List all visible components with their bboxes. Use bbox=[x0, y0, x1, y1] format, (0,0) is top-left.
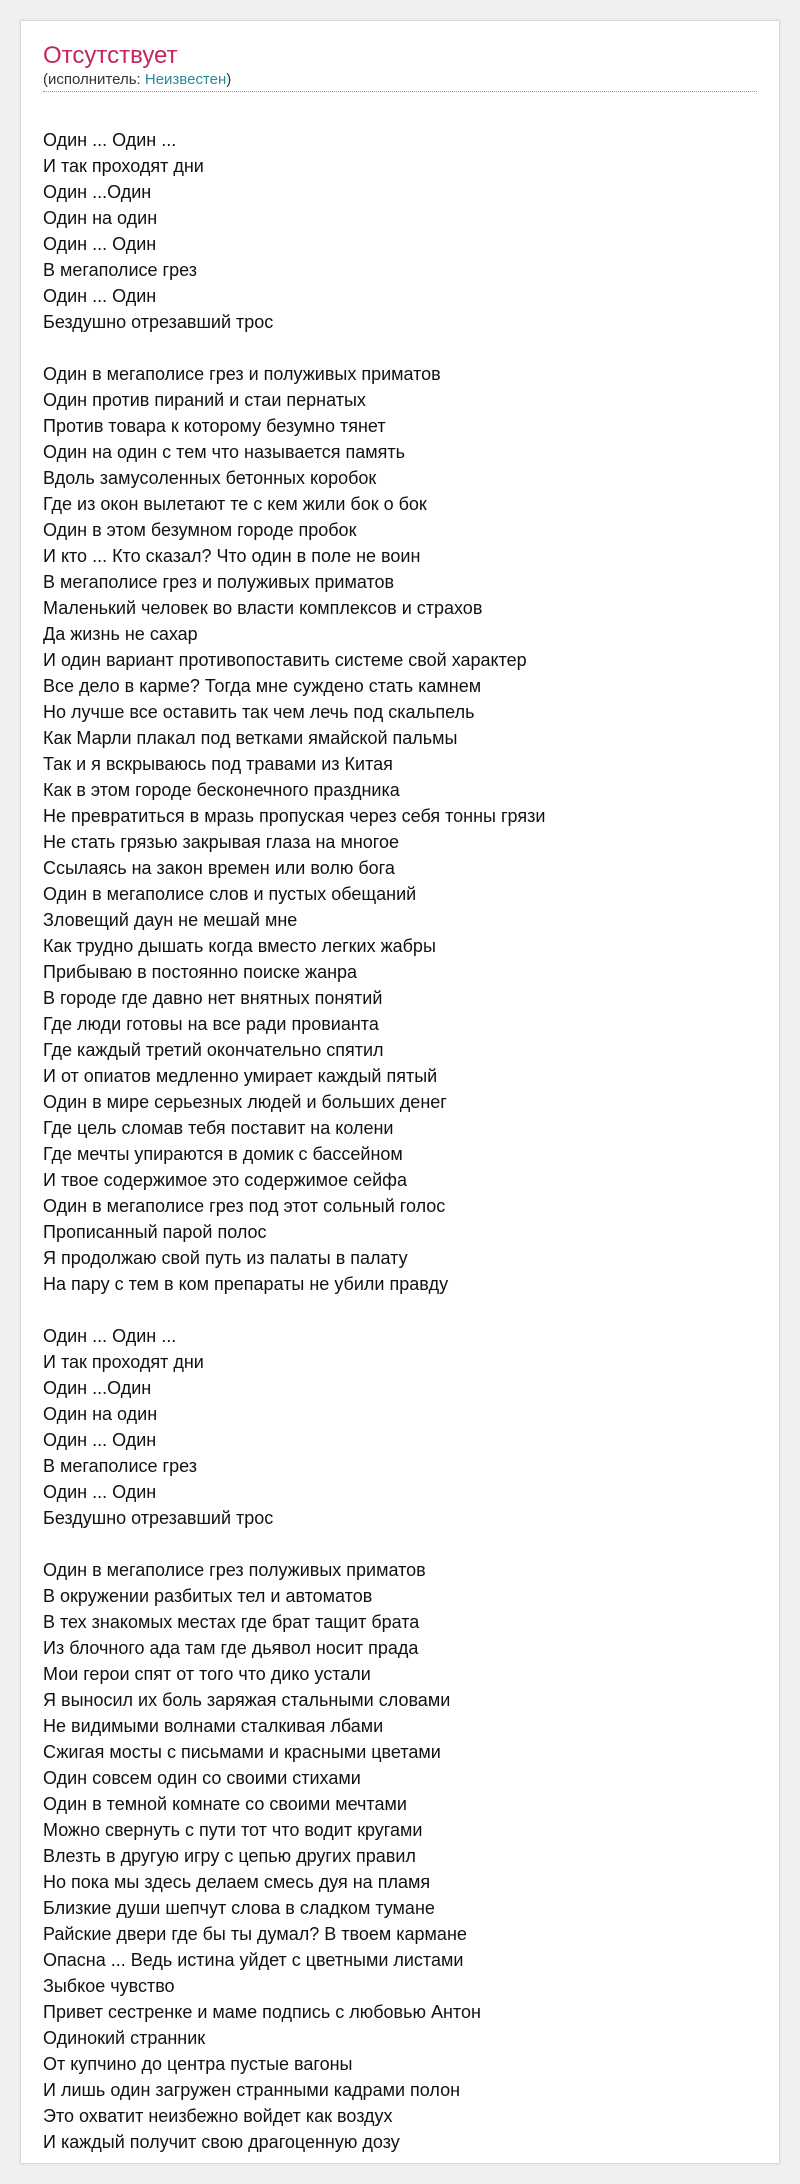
lyrics-line: Один ... Один bbox=[43, 1430, 157, 1450]
lyrics-line: В мегаполисе грез bbox=[43, 260, 197, 280]
lyrics-line: Не видимыми волнами сталкивая лбами bbox=[43, 1716, 384, 1736]
lyrics-line: Как Марли плакал под ветками ямайской пальмы bbox=[43, 728, 458, 748]
song-title: Отсутствует bbox=[43, 42, 178, 69]
lyrics-line: Бездушно отрезавший трос bbox=[43, 1508, 274, 1528]
lyrics-line: И лишь один загружен странными кадрами полон bbox=[43, 2080, 461, 2100]
lyrics-line: В мегаполисе грез bbox=[43, 1456, 197, 1476]
lyrics-line: Из блочного ада там где дьявол носит прада bbox=[43, 1638, 419, 1658]
lyrics-line: Зыбкое чувство bbox=[43, 1976, 175, 1996]
lyrics-line: Один ... Один bbox=[43, 1482, 157, 1502]
lyrics-line: Мои герои спят от того что дико устали bbox=[43, 1664, 371, 1684]
lyrics-line: Против товара к которому безумно тянет bbox=[43, 416, 386, 436]
lyrics-line: Один на один с тем что называется память bbox=[43, 442, 406, 462]
artist-prefix: (исполнитель: bbox=[43, 71, 145, 88]
lyrics-line: Так и я вскрываюсь под травами из Китая bbox=[43, 754, 393, 774]
lyrics-line: Один в мире серьезных людей и больших денег bbox=[43, 1092, 447, 1112]
lyrics-line: Вдоль замусоленных бетонных коробок bbox=[43, 468, 377, 488]
lyrics-line: Где из окон вылетают те с кем жили бок о бок bbox=[43, 494, 427, 514]
lyrics-line: Один в мегаполисе слов и пустых обещаний bbox=[43, 884, 417, 904]
lyrics-line: Сжигая мосты с письмами и красными цветами bbox=[43, 1742, 441, 1762]
lyrics-line: Прописанный парой полос bbox=[43, 1222, 267, 1242]
lyrics-line: И кто ... Кто сказал? Что один в поле не воин bbox=[43, 546, 421, 566]
lyrics-line: Один совсем один со своими стихами bbox=[43, 1768, 361, 1788]
lyrics-line: Где каждый третий окончательно спятил bbox=[43, 1040, 384, 1060]
lyrics-line: И так проходят дни bbox=[43, 156, 204, 176]
lyrics-line: Но пока мы здесь делаем смесь дуя на пламя bbox=[43, 1872, 431, 1892]
lyrics-line: Один ...Один bbox=[43, 182, 152, 202]
lyrics-line: Один в темной комнате со своими мечтами bbox=[43, 1794, 407, 1814]
lyrics-line: Прибываю в постоянно поиске жанра bbox=[43, 962, 358, 982]
lyrics-line: Один в этом безумном городе пробок bbox=[43, 520, 357, 540]
lyrics-line: Райские двери где бы ты думал? В твоем кармане bbox=[43, 1924, 467, 1944]
song-header bbox=[43, 41, 757, 92]
lyrics-stanza bbox=[43, 1323, 757, 1531]
lyrics-line: Ссылаясь на закон времен или волю бога bbox=[43, 858, 395, 878]
lyrics-line: Как в этом городе бесконечного праздника bbox=[43, 780, 400, 800]
lyrics-line: От купчино до центра пустые вагоны bbox=[43, 2054, 353, 2074]
artist-line bbox=[43, 71, 757, 89]
lyrics-line: И от опиатов медленно умирает каждый пятый bbox=[43, 1066, 438, 1086]
lyrics-line: В мегаполисе грез и полуживых приматов bbox=[43, 572, 395, 592]
lyrics-line: В окружении разбитых тел и автоматов bbox=[43, 1586, 373, 1606]
lyrics-line: Маленький человек во власти комплексов и страхов bbox=[43, 598, 483, 618]
lyrics-line: Все дело в карме? Тогда мне суждено стать камнем bbox=[43, 676, 482, 696]
lyrics-line: Не превратиться в мразь пропуская через себя тонны грязи bbox=[43, 806, 546, 826]
lyrics-line: И один вариант противопоставить системе свой характер bbox=[43, 650, 527, 670]
lyrics-line: Но лучше все оставить так чем лечь под скальпель bbox=[43, 702, 475, 722]
lyrics-line: Где мечты упираются в домик с бассейном bbox=[43, 1144, 403, 1164]
lyrics-line: Я выносил их боль заряжая стальными словами bbox=[43, 1690, 451, 1710]
lyrics-line: Опасна ... Ведь истина уйдет с цветными листами bbox=[43, 1950, 464, 1970]
lyrics-line: Один ... Один bbox=[43, 234, 157, 254]
lyrics-line: Бездушно отрезавший трос bbox=[43, 312, 274, 332]
lyrics-line: Близкие души шепчут слова в сладком тумане bbox=[43, 1898, 435, 1918]
lyrics-line: Можно свернуть с пути тот что водит кругами bbox=[43, 1820, 423, 1840]
lyrics-line: Привет сестренке и маме подпись с любовью Антон bbox=[43, 2002, 481, 2022]
lyrics-line: На пару с тем в ком препараты не убили правду bbox=[43, 1274, 449, 1294]
lyrics-stanza bbox=[43, 1557, 757, 2155]
lyrics-stanza bbox=[43, 361, 757, 1297]
lyrics-line: И каждый получит свою драгоценную дозу bbox=[43, 2132, 400, 2152]
lyrics-line: Один ...Один bbox=[43, 1378, 152, 1398]
lyrics-line: И так проходят дни bbox=[43, 1352, 204, 1372]
lyrics-card bbox=[20, 20, 780, 2164]
lyrics-line: В городе где давно нет внятных понятий bbox=[43, 988, 383, 1008]
lyrics-line: Где цель сломав тебя поставит на колени bbox=[43, 1118, 394, 1138]
artist-link[interactable]: Неизвестен bbox=[144, 71, 227, 88]
lyrics-line: Один в мегаполисе грез полуживых приматов bbox=[43, 1560, 426, 1580]
lyrics-line: Один на один bbox=[43, 1404, 158, 1424]
lyrics-line: Одинокий странник bbox=[43, 2028, 206, 2048]
artist-suffix: ) bbox=[226, 71, 232, 88]
lyrics-line: Один ... Один ... bbox=[43, 1326, 177, 1346]
lyrics-line: Один в мегаполисе грез под этот сольный голос bbox=[43, 1196, 446, 1216]
lyrics-stanza bbox=[43, 127, 757, 335]
lyrics-line: Да жизнь не сахар bbox=[43, 624, 198, 644]
lyrics-line: Один ... Один ... bbox=[43, 130, 177, 150]
lyrics-line: Где люди готовы на все ради провианта bbox=[43, 1014, 379, 1034]
lyrics-body bbox=[43, 127, 757, 2181]
lyrics-line: Я продолжаю свой путь из палаты в палату bbox=[43, 1248, 408, 1268]
lyrics-line: Один ... Один bbox=[43, 286, 157, 306]
lyrics-line: Это охватит неизбежно войдет как воздух bbox=[43, 2106, 393, 2126]
lyrics-line: Один на один bbox=[43, 208, 158, 228]
lyrics-line: Один в мегаполисе грез и полуживых приматов bbox=[43, 364, 441, 384]
lyrics-line: Один против пираний и стаи пернатых bbox=[43, 390, 366, 410]
lyrics-line: И твое содержимое это содержимое сейфа bbox=[43, 1170, 407, 1190]
lyrics-line: Влезть в другую игру с цепью других правил bbox=[43, 1846, 416, 1866]
lyrics-line: Зловещий даун не мешай мне bbox=[43, 910, 298, 930]
lyrics-line: Как трудно дышать когда вместо легких жабры bbox=[43, 936, 436, 956]
lyrics-line: В тех знакомых местах где брат тащит брата bbox=[43, 1612, 420, 1632]
lyrics-line: Не стать грязью закрывая глаза на многое bbox=[43, 832, 399, 852]
